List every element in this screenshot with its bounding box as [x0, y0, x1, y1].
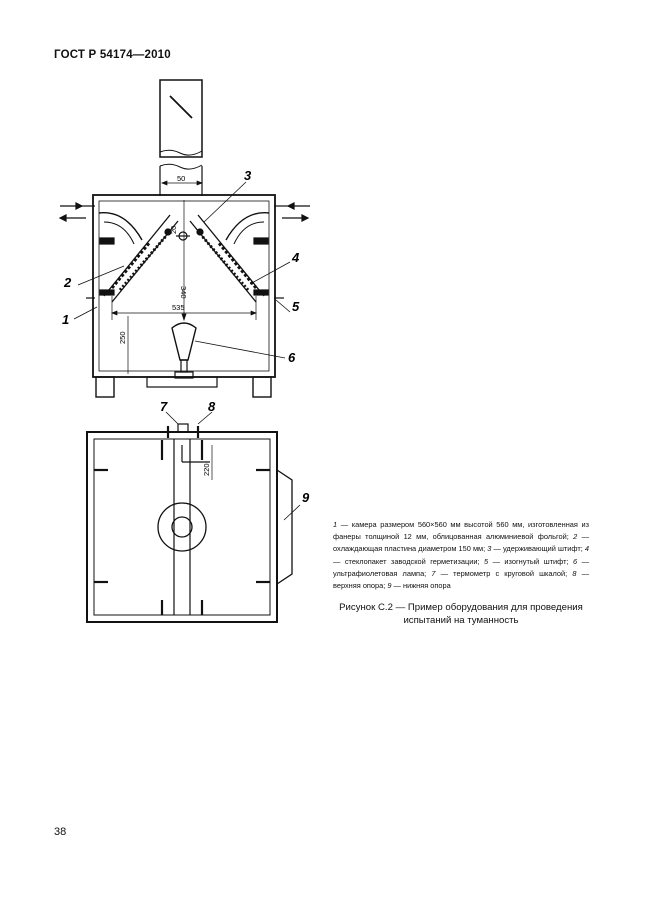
legend-item-number: 7: [431, 568, 436, 578]
legend-item-text: — изогнутый штифт;: [488, 556, 574, 566]
figure-legend: [333, 519, 589, 592]
dimension-50: 50: [177, 174, 186, 183]
legend-item-text: — термометр с круговой шкалой;: [435, 568, 573, 578]
label-2: 2: [64, 275, 72, 290]
dimension-220: 220: [202, 463, 211, 476]
figure-caption: Рисунок С.2 — Пример оборудования для проведения испытаний на туманность: [339, 602, 583, 626]
legend-item-number: 3: [487, 544, 492, 554]
document-header: ГОСТ Р 54174—2010: [54, 49, 171, 61]
label-8: 8: [208, 399, 216, 414]
dimension-lines: [112, 181, 256, 374]
legend-item-text: — удерживающий штифт;: [491, 544, 585, 554]
legend-item-text: — охлаждающая пластина диаметром 150 мм;: [333, 532, 589, 554]
label-3: 3: [244, 168, 252, 183]
legend-item-text: — камера размером 560×560 мм высотой 560 мм, изготовленная из фанеры толщиной 12 мм, облицованная алюминиевой фольгой;: [333, 520, 589, 542]
dimension-20: 20: [169, 225, 178, 234]
chamber-plan: [87, 424, 292, 622]
label-7: 7: [160, 399, 168, 414]
label-1: 1: [62, 312, 70, 327]
label-5: 5: [292, 299, 300, 314]
legend-item-number: 6: [573, 556, 578, 566]
legend-item-number: 4: [584, 544, 589, 554]
dimension-535: 535: [172, 303, 185, 312]
legend-item-number: 8: [572, 568, 577, 578]
legend-item-text: — нижняя опора: [391, 581, 451, 591]
label-6: 6: [288, 350, 296, 365]
label-4: 4: [292, 250, 300, 265]
legend-item-number: 9: [387, 581, 392, 591]
dimension-340: 340: [179, 286, 188, 299]
page-number: 38: [54, 826, 67, 838]
label-9: 9: [302, 490, 310, 505]
dimension-250: 250: [118, 331, 127, 344]
legend-item-text: — стеклопакет заводской герметизации;: [333, 556, 484, 566]
legend-item-number: 2: [573, 532, 578, 542]
legend-item-number: 1: [333, 520, 338, 529]
legend-item-number: 5: [483, 556, 489, 566]
legend-item-text: — ультрафиолетовая лампа;: [333, 556, 589, 578]
legend-item-text: — верхняя опора;: [333, 568, 590, 591]
